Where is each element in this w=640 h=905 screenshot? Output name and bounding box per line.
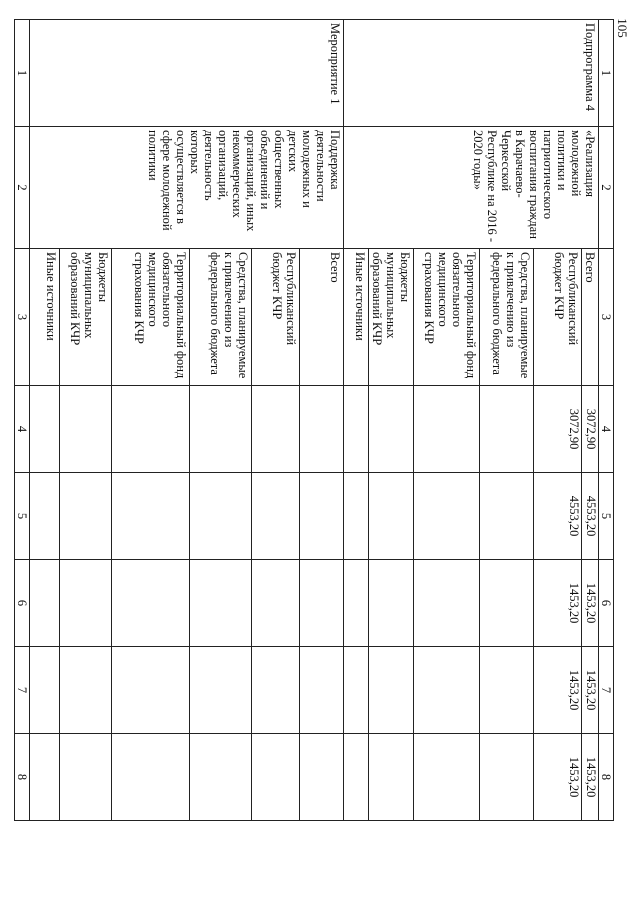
value-v7: 1453,20 [534, 647, 582, 734]
funding-source: Бюджеты муниципальных образований КЧР [369, 249, 414, 386]
value-v6 [252, 560, 300, 647]
value-v4 [480, 386, 534, 473]
header-cell-8: 8 [599, 734, 614, 821]
value-v7 [190, 647, 252, 734]
value-v5 [112, 473, 190, 560]
value-v6 [300, 560, 344, 647]
value-v5 [300, 473, 344, 560]
value-v6 [369, 560, 414, 647]
footer-cell-1: 1 [15, 20, 30, 127]
value-v6 [414, 560, 480, 647]
value-v6 [190, 560, 252, 647]
value-v5 [30, 473, 60, 560]
footer-cell-3: 3 [15, 249, 30, 386]
value-v4: 3072,90 [534, 386, 582, 473]
table-body [15, 20, 614, 821]
funding-source: Всего [582, 249, 599, 386]
funding-source: Средства, планируемые к привлечению из федерального бюджета [190, 249, 252, 386]
footer-cell-4: 4 [15, 386, 30, 473]
value-v7 [344, 647, 369, 734]
value-v7 [480, 647, 534, 734]
value-v4 [369, 386, 414, 473]
value-v5: 4553,20 [534, 473, 582, 560]
budget-table [14, 19, 614, 821]
block-name: «Реализация молодежной политики и патриотического воспитания граждан в Карачаево-Черкесской Республике на 2016 - 2020 годы» [344, 127, 599, 249]
value-v4 [112, 386, 190, 473]
value-v5 [60, 473, 112, 560]
budget-table-rotated [15, 19, 614, 820]
value-v4 [60, 386, 112, 473]
value-v8 [344, 734, 369, 821]
block-code: Подпрограмма 4 [344, 20, 599, 127]
footer-cell-5: 5 [15, 473, 30, 560]
funding-source: Всего [300, 249, 344, 386]
header-cell-4: 4 [599, 386, 614, 473]
value-v8 [30, 734, 60, 821]
value-v5 [190, 473, 252, 560]
value-v4 [344, 386, 369, 473]
page-number: 105 [615, 18, 630, 38]
header-cell-2: 2 [599, 127, 614, 249]
value-v7 [112, 647, 190, 734]
value-v7: 1453,20 [582, 647, 599, 734]
value-v7 [414, 647, 480, 734]
funding-source: Территориальный фонд обязательного медицинского страхования КЧР [112, 249, 190, 386]
footer-row [15, 20, 30, 821]
footer-cell-8: 8 [15, 734, 30, 821]
value-v6 [112, 560, 190, 647]
value-v8: 1453,20 [582, 734, 599, 821]
value-v5 [414, 473, 480, 560]
value-v4 [30, 386, 60, 473]
value-v8 [112, 734, 190, 821]
value-v5 [252, 473, 300, 560]
funding-source: Иные источники [30, 249, 60, 386]
value-v6 [480, 560, 534, 647]
footer-cell-7: 7 [15, 647, 30, 734]
header-cell-6: 6 [599, 560, 614, 647]
value-v6 [344, 560, 369, 647]
footer-cell-6: 6 [15, 560, 30, 647]
footer-cell-2: 2 [15, 127, 30, 249]
table-row [582, 20, 599, 821]
header-row [599, 20, 614, 821]
value-v8 [480, 734, 534, 821]
value-v4: 3072,90 [582, 386, 599, 473]
value-v5 [344, 473, 369, 560]
value-v8 [252, 734, 300, 821]
value-v5: 4553,20 [582, 473, 599, 560]
value-v8 [300, 734, 344, 821]
funding-source: Территориальный фонд обязательного медицинского страхования КЧР [414, 249, 480, 386]
value-v5 [369, 473, 414, 560]
value-v7 [252, 647, 300, 734]
value-v7 [300, 647, 344, 734]
funding-source: Республиканский бюджет КЧР [252, 249, 300, 386]
value-v6: 1453,20 [534, 560, 582, 647]
value-v6 [60, 560, 112, 647]
value-v8 [60, 734, 112, 821]
value-v8 [190, 734, 252, 821]
value-v4 [300, 386, 344, 473]
value-v7 [30, 647, 60, 734]
value-v7 [369, 647, 414, 734]
header-cell-7: 7 [599, 647, 614, 734]
funding-source: Бюджеты муниципальных образований КЧР [60, 249, 112, 386]
block-code: Мероприятие 1 [30, 20, 344, 127]
value-v4 [190, 386, 252, 473]
funding-source: Республиканский бюджет КЧР [534, 249, 582, 386]
value-v8 [369, 734, 414, 821]
value-v6: 1453,20 [582, 560, 599, 647]
block-name: Поддержка деятельности молодежных и детских общественных объединений и организаций, иных некоммерческих организаций, деятельность которых осуществляется в сфере молодежной политики [30, 127, 344, 249]
header-cell-5: 5 [599, 473, 614, 560]
value-v4 [252, 386, 300, 473]
value-v5 [480, 473, 534, 560]
header-cell-3: 3 [599, 249, 614, 386]
value-v8 [414, 734, 480, 821]
funding-source: Иные источники [344, 249, 369, 386]
table-row [300, 20, 344, 821]
value-v8: 1453,20 [534, 734, 582, 821]
header-cell-1: 1 [599, 20, 614, 127]
value-v7 [60, 647, 112, 734]
value-v4 [414, 386, 480, 473]
funding-source: Средства, планируемые к привлечению из федерального бюджета [480, 249, 534, 386]
value-v6 [30, 560, 60, 647]
document-sheet [15, 19, 614, 820]
